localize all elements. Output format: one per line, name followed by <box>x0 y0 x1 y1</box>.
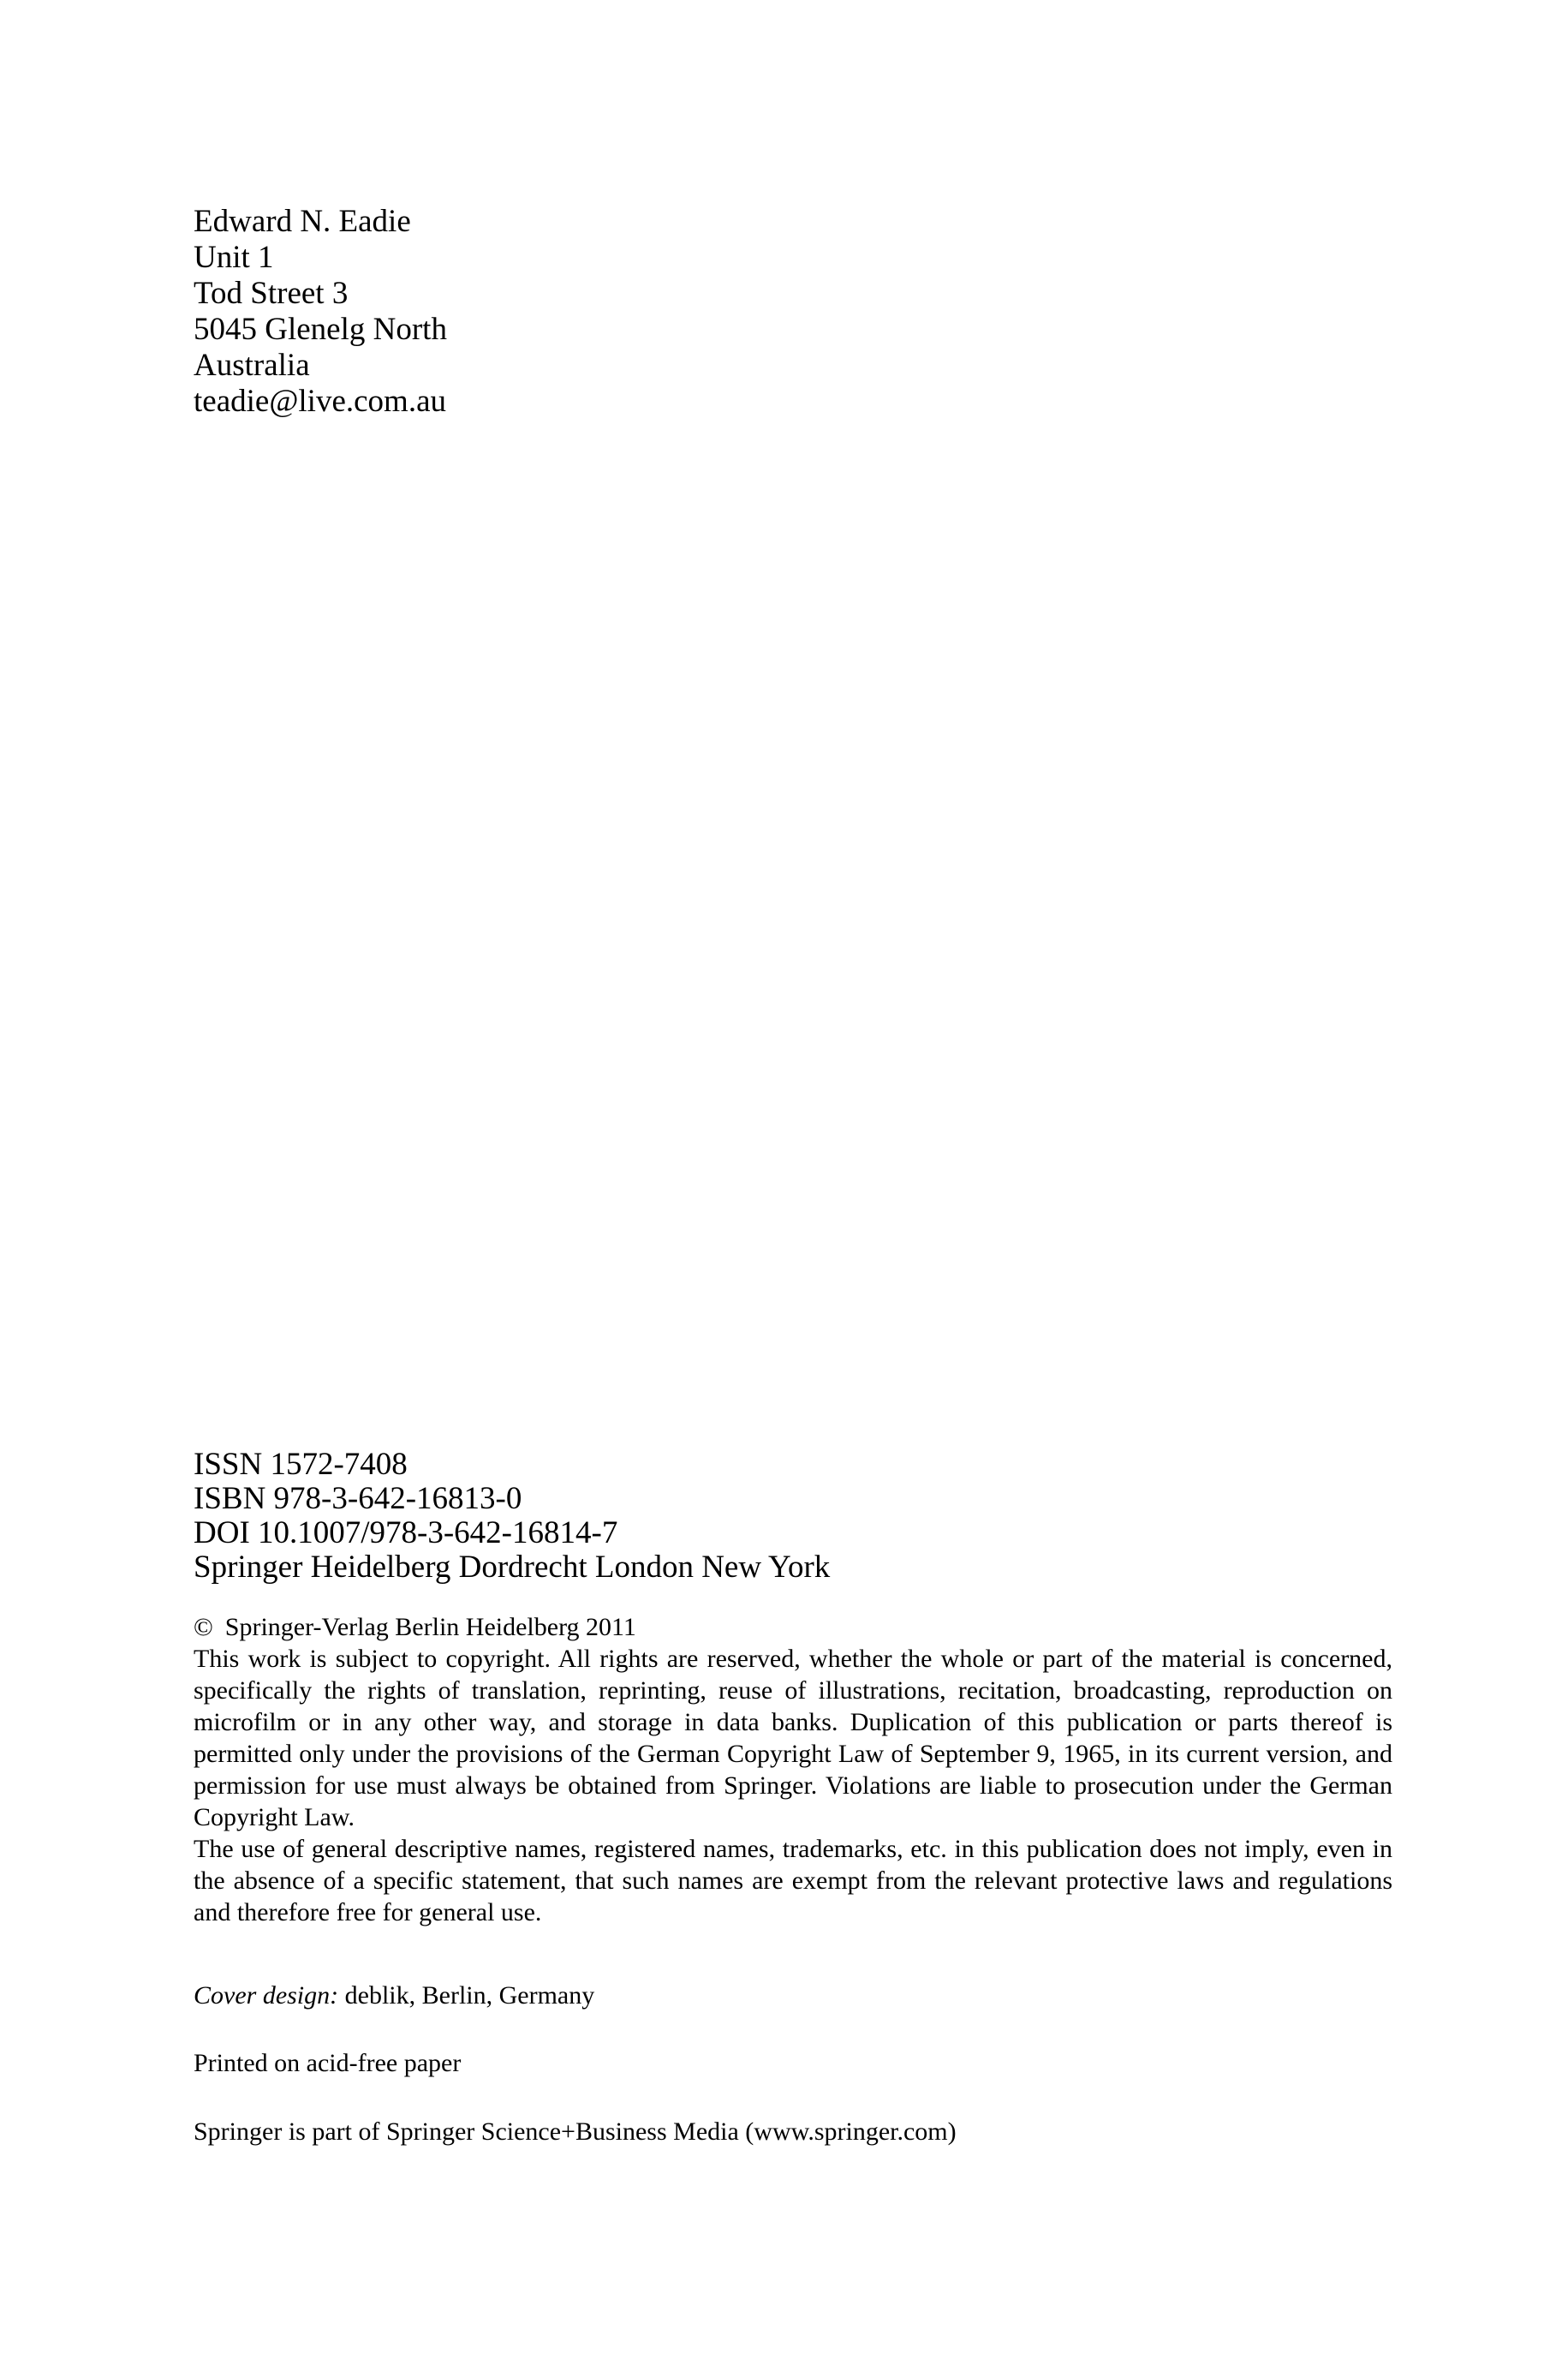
rights-paragraph: This work is subject to copyright. All rights are reserved, whether the whole or part of the material is concerned, specifically the rights of translation, reprinting, reuse of illustrations, recitation, broadcasting, reproduction on microfilm or in any other way, and storage in data banks. Duplication of this publication or parts thereof is permitted only under the provisions of the German Copyright Law of September 9, 1965, in its current version, and permission for use must always be obtained from Springer. Violations are liable to prosecution under the German Copyright Law. <box>194 1645 1392 1831</box>
copyright-notice <box>194 1611 1392 1928</box>
address-country: Australia <box>194 348 310 383</box>
isbn: ISBN 978-3-642-16813-0 <box>194 1481 522 1516</box>
address-street: Tod Street 3 <box>194 276 349 311</box>
doi: DOI 10.1007/978-3-642-16814-7 <box>194 1515 618 1550</box>
cover-design-value: deblik, Berlin, Germany <box>338 1981 595 2010</box>
author-name: Edward N. Eadie <box>194 204 411 239</box>
author-email: teadie@live.com.au <box>194 384 447 419</box>
publication-identifiers <box>194 1448 830 1585</box>
address-city: 5045 Glenelg North <box>194 312 447 347</box>
copyright-line <box>194 1611 1392 1643</box>
address-unit: Unit 1 <box>194 240 274 275</box>
publisher-locations: Springer Heidelberg Dordrecht London New York <box>194 1550 831 1585</box>
trademark-paragraph: The use of general descriptive names, registered names, trademarks, etc. in this publication does not imply, even in the absence of a specific statement, that such names are exempt from the relevant protective laws and regulations and therefore free for general use. <box>194 1835 1392 1926</box>
author-address <box>194 204 447 420</box>
springer-part-note: Springer is part of Springer Science+Business Media (www.springer.com) <box>194 2117 957 2146</box>
printed-note: Printed on acid-free paper <box>194 2049 462 2077</box>
copyright-holder: Springer-Verlag Berlin Heidelberg 2011 <box>224 1613 636 1641</box>
copyright-symbol: © <box>194 1613 213 1641</box>
issn: ISSN 1572-7408 <box>194 1447 408 1482</box>
cover-design-label: Cover design: <box>194 1981 339 2010</box>
cover-design <box>194 1980 594 2011</box>
